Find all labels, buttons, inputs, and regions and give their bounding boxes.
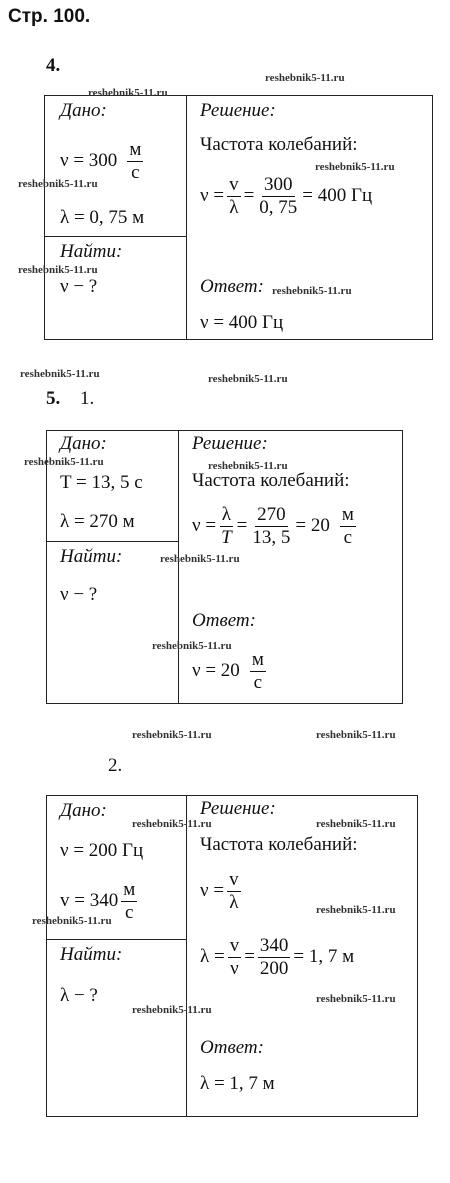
problem-5-2-divider-bottom bbox=[186, 939, 187, 1117]
watermark: reshebnik5-11.ru bbox=[24, 456, 104, 468]
problem-5-1-answer-label: Ответ: bbox=[192, 610, 256, 631]
problem-5-1-given-lambda: λ = 270 м bbox=[60, 511, 135, 532]
watermark: reshebnik5-11.ru bbox=[316, 729, 396, 741]
watermark: reshebnik5-11.ru bbox=[208, 460, 288, 472]
problem-5-2-find-value: λ − ? bbox=[60, 985, 98, 1006]
watermark: reshebnik5-11.ru bbox=[152, 640, 232, 652]
problem-5-2-divider-top bbox=[186, 795, 187, 939]
watermark: reshebnik5-11.ru bbox=[18, 178, 98, 190]
problem-4-answer-label: Ответ: bbox=[200, 276, 264, 297]
problem-4-frequency-heading: Частота колебаний: bbox=[200, 134, 358, 155]
watermark: reshebnik5-11.ru bbox=[272, 285, 352, 297]
problem-4-solution-label: Решение: bbox=[200, 100, 276, 121]
problem-5-1-given-find-divider bbox=[46, 541, 179, 542]
problem-5-1-find-value: ν − ? bbox=[60, 584, 98, 605]
watermark: reshebnik5-11.ru bbox=[265, 72, 345, 84]
watermark: reshebnik5-11.ru bbox=[88, 87, 168, 99]
problem-5-2-answer: λ = 1, 7 м bbox=[200, 1073, 275, 1094]
page-title: Стр. 100. bbox=[8, 6, 91, 27]
problem-4-answer: ν = 400 Гц bbox=[200, 312, 284, 333]
problem-5-2-find-label: Найти: bbox=[60, 944, 123, 965]
problem-5-2-equation-1: ν = $\frac{v}{\lambda}$ bbox=[200, 869, 239, 913]
watermark: reshebnik5-11.ru bbox=[20, 368, 100, 380]
problem-5-1-find-label: Найти: bbox=[60, 546, 123, 567]
watermark: reshebnik5-11.ru bbox=[18, 264, 98, 276]
problem-5-2-given-v: v = 340 $\frac{м}{с}$ bbox=[60, 879, 136, 923]
problem-5-1-given-T: T = 13, 5 с bbox=[60, 472, 143, 493]
problem-5-2-given-label: Дано: bbox=[60, 800, 107, 821]
problem-5-2-equation-2: λ = $\frac{v}{\nu}$ = $\frac{340}{200}$ = 1, 7 м bbox=[200, 935, 355, 979]
problem-5-2-answer-label: Ответ: bbox=[200, 1037, 264, 1058]
problem-5-1-equation: ν = $\frac{\lambda}{T}$ = $\frac{270}{13, 5}$ = 20 $\frac{м}{с}$ bbox=[192, 504, 354, 548]
problem-5-2-given-nu: ν = 200 Гц bbox=[60, 840, 144, 861]
problem-4-given-lambda: λ = 0, 75 м bbox=[60, 207, 145, 228]
problem-4-divider bbox=[186, 95, 187, 340]
problem-5-1-solution-label: Решение: bbox=[192, 433, 268, 454]
watermark: reshebnik5-11.ru bbox=[316, 904, 396, 916]
problem-4-given-v: ν = 300 $\frac{м}{с}$ bbox=[60, 139, 142, 183]
watermark: reshebnik5-11.ru bbox=[132, 818, 212, 830]
problem-5-2-frequency-heading: Частота колебаний: bbox=[200, 834, 358, 855]
problem-5-1-answer: ν = 20 $\frac{м}{с}$ bbox=[192, 649, 264, 693]
problem-4-find-value: ν − ? bbox=[60, 276, 98, 297]
watermark: reshebnik5-11.ru bbox=[132, 1004, 212, 1016]
watermark: reshebnik5-11.ru bbox=[316, 993, 396, 1005]
problem-4-given-label: Дано: bbox=[60, 100, 107, 121]
problem-4-number: 4. bbox=[46, 55, 61, 76]
problem-4-given-find-divider bbox=[44, 236, 187, 237]
watermark: reshebnik5-11.ru bbox=[208, 373, 288, 385]
problem-5-2-number: 2. bbox=[108, 755, 123, 776]
problem-4-find-label: Найти: bbox=[60, 241, 123, 262]
problem-5-2-solution-label: Решение: bbox=[200, 798, 276, 819]
problem-5-1-number: 1. bbox=[80, 388, 95, 409]
problem-5-1-divider bbox=[178, 430, 179, 704]
watermark: reshebnik5-11.ru bbox=[315, 161, 395, 173]
problem-5-1-given-label: Дано: bbox=[60, 433, 107, 454]
watermark: reshebnik5-11.ru bbox=[32, 915, 112, 927]
problem-5-number: 5. bbox=[46, 388, 61, 409]
problem-5-2-given-find-divider bbox=[46, 939, 187, 940]
watermark: reshebnik5-11.ru bbox=[316, 818, 396, 830]
problem-4-equation: ν = $\frac{v}{\lambda}$ = $\frac{300}{0, 75}$ = 400 Гц bbox=[200, 174, 373, 218]
watermark: reshebnik5-11.ru bbox=[160, 553, 240, 565]
problem-5-1-frequency-heading: Частота колебаний: bbox=[192, 470, 350, 491]
watermark: reshebnik5-11.ru bbox=[132, 729, 212, 741]
